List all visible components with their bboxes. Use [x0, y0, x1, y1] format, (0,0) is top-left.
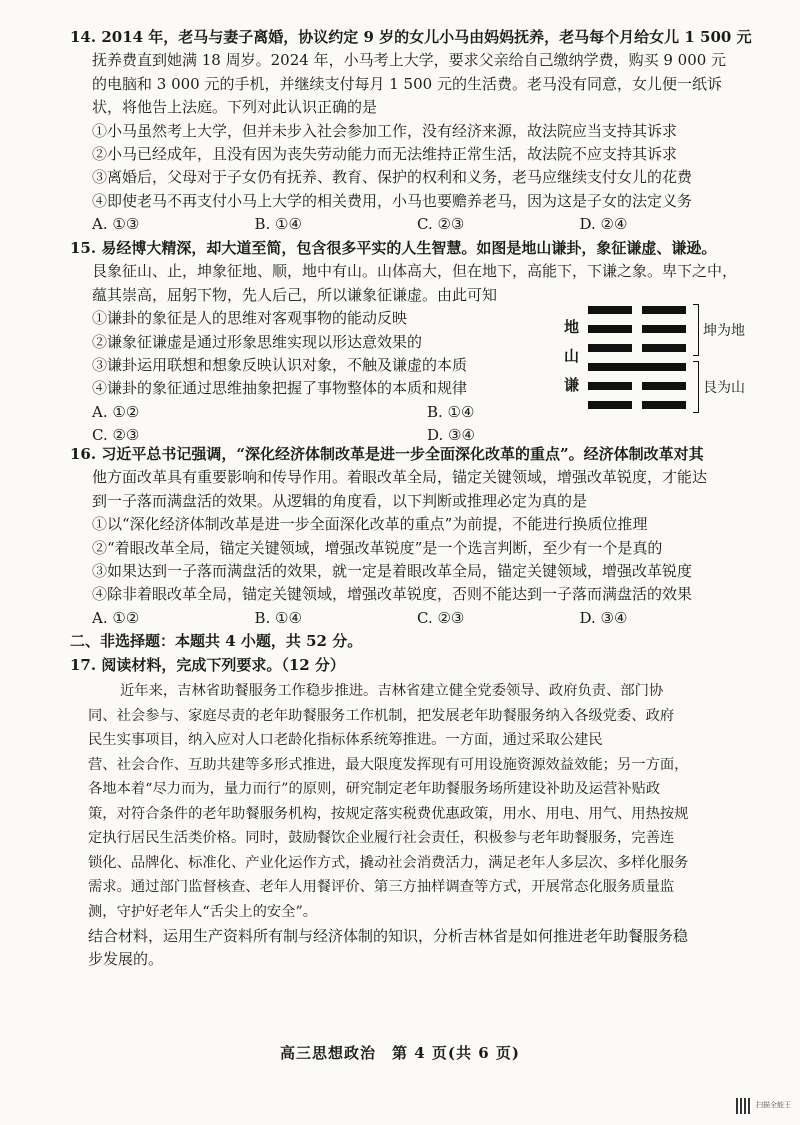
q17-material: [88, 679, 748, 924]
q15-option-a[interactable]: A. ①②: [92, 402, 140, 421]
q15-line-2: 艮象征山、止，坤象征地、顺，地中有山。山体高大，但在地下，高能下，下谦之象。卑下之中，: [92, 262, 738, 281]
scanner-watermark: 扫描全能王: [756, 1101, 791, 1109]
q14-option-a[interactable]: A. ①③: [92, 215, 140, 234]
lower-trigram-bracket: [693, 361, 699, 413]
q14-statement-4: ④即使老马不再支付小马上大学的相关费用，小马也要赡养老马，因为这是子女的法定义务: [92, 191, 693, 210]
yin-line-1-right: [642, 306, 686, 314]
material-line-5: 各地本着“尽力而为，量力而行”的原则，研究制定老年助餐服务场所建设补助及运营补贴政: [88, 781, 661, 797]
q16-option-a[interactable]: A. ①②: [92, 608, 140, 627]
yin-line-5-left: [588, 382, 632, 390]
q15-line-1: 15. 易经博大精深，却大道至简，包含很多平实的人生智慧。如图是地山谦卦，象征谦虚、谦逊。: [70, 239, 717, 257]
q16-statement-2: ②“着眼改革全局，锚定关键领域，增强改革锐度”是一个选言判断，至少有一个是真的: [92, 538, 663, 557]
hexagram-char-modesty: 谦: [564, 376, 580, 394]
material-line-6: 策，对符合条件的老年助餐服务机构，按规定落实税费优惠政策，用水、用电、用气、用热按规: [88, 805, 689, 822]
q17-task: [88, 925, 760, 972]
material-line-10: 测，守护好老年人“舌尖上的安全”。: [88, 903, 318, 920]
q14-statement-3: ③离婚后，父母对于子女仍有抚养、教育、保护的权利和义务，老马应继续支付女儿的花费: [92, 168, 693, 187]
lower-trigram-label: 艮为山: [703, 380, 745, 396]
q14-line-1: 14. 2014 年，老马与妻子离婚，协议约定 9 岁的女儿小马由妈妈抚养，老马每个月给女儿 1 500 元: [70, 28, 752, 46]
yin-line-6-right: [642, 401, 686, 409]
q14-statement-1: ①小马虽然考上大学，但并未步入社会参加工作，没有经济来源，故法院应当支持其诉求: [92, 121, 678, 140]
question-16: [70, 443, 742, 630]
q16-statement-4: ④除非着眼改革全局，锚定关键领域，增强改革锐度，否则不能达到一子落而满盘活的效果: [92, 585, 693, 604]
yin-line-2-right: [642, 325, 686, 333]
yang-line-4: [588, 363, 686, 371]
q14-options: [70, 213, 742, 236]
scanner-qr-icon: [736, 1098, 752, 1114]
section-2-heading: [70, 630, 742, 653]
q14-option-b[interactable]: B. ①④: [254, 215, 302, 234]
upper-trigram-bracket: [693, 304, 699, 356]
material-line-7: 定执行居民生活类价格。同时，鼓励餐饮企业履行社会责任，积极参与老年助餐服务，完善连: [88, 830, 675, 846]
q15-option-b[interactable]: B. ①④: [427, 402, 475, 421]
q17-stem: 17. 阅读材料，完成下列要求。（12 分）: [70, 656, 345, 674]
q14-line-4: 状，将他告上法庭。下列对此认识正确的是: [92, 98, 378, 117]
material-line-3: 民生实事项目，纳入应对人口老龄化指标体系统筹推进。一方面，通过采取公建民: [88, 732, 603, 748]
yin-line-3-left: [588, 344, 632, 352]
q15-statement-3: ③谦卦运用联想和想象反映认识对象，不触及谦虚的本质: [92, 355, 468, 374]
q15-line-3: 蕴其崇高，屈躬下物，先人后己，所以谦象征谦虚。由此可知: [92, 285, 498, 304]
question-14: [70, 26, 752, 237]
q15-statement-1: ①谦卦的象征是人的思维对客观事物的能动反映: [92, 309, 408, 328]
q16-statement-3: ③如果达到一子落而满盘活的效果，就一定是着眼改革全局，锚定关键领域，增强改革锐度: [92, 561, 693, 580]
material-line-8: 锁化、品牌化、标准化、产业化运作方式，撬动社会消费活力，满足老年人多层次、多样化服务: [88, 854, 689, 871]
material-line-9: 需求。通过部门监督核查、老年人用餐评价、第三方抽样调查等方式，开展常态化服务质量监: [88, 879, 675, 895]
material-line-4: 营、社会合作、互助共建等多形式推进，最大限度发挥现有可用设施资源效益效能；另一方面，: [88, 756, 689, 773]
q16-option-c[interactable]: C. ②③: [417, 608, 465, 627]
section-2-title: 二、非选择题：本题共 4 小题，共 52 分。: [70, 632, 363, 650]
q14-line-2: 抚养费直到她满 18 周岁。2024 年，小马考上大学，要求父亲给自己缴纳学费，购买 9 000 元: [92, 51, 727, 70]
q15-statement-2: ②谦象征谦虚是通过形象思维实现以形达意效果的: [92, 332, 423, 351]
q16-line-1: 16. 习近平总书记强调，“深化经济体制改革是进一步全面深化改革的重点”。经济体制改革对其: [70, 445, 704, 463]
yin-line-5-right: [642, 382, 686, 390]
q16-option-d[interactable]: D. ③④: [579, 608, 628, 627]
q15-statement-4: ④谦卦的象征通过思维抽象把握了事物整体的本质和规律: [92, 379, 468, 398]
q14-statement-2: ②小马已经成年，且没有因为丧失劳动能力而无法维持正常生活，故法院不应支持其诉求: [92, 144, 678, 163]
yin-line-3-right: [642, 344, 686, 352]
task-line-2: 步发展的。: [88, 950, 164, 969]
page-footer: 高三思想政治 第 4 页(共 6 页): [280, 1044, 520, 1062]
upper-trigram-label: 坤为地: [703, 323, 745, 339]
q15-option-c[interactable]: C. ②③: [92, 426, 140, 445]
q16-line-2: 他方面改革具有重要影响和传导作用。着眼改革全局，锚定关键领域，增强改革锐度，才能达: [92, 468, 708, 487]
q14-option-c[interactable]: C. ②③: [417, 215, 465, 234]
yin-line-2-left: [588, 325, 632, 333]
q14-option-d[interactable]: D. ②④: [579, 215, 628, 234]
q16-option-b[interactable]: B. ①④: [254, 608, 302, 627]
q14-line-3: 的电脑和 3 000 元的手机，并继续支付每月 1 500 元的生活费。老马没有同意，女儿便一纸诉: [92, 74, 722, 93]
q16-options: [70, 607, 742, 630]
yin-line-1-left: [588, 306, 632, 314]
material-line-1: 近年来，吉林省助餐服务工作稳步推进。吉林省建立健全党委领导、政府负责、部门协: [120, 683, 664, 699]
yin-line-6-left: [588, 401, 632, 409]
hexagram-char-mountain: 山: [564, 347, 580, 365]
q16-statement-1: ①以“深化经济体制改革是进一步全面深化改革的重点”为前提，不能进行换质位推理: [92, 515, 648, 534]
task-line-1: 结合材料，运用生产资料所有制与经济体制的知识，分析吉林省是如何推进老年助餐服务稳: [88, 927, 689, 945]
question-17: [70, 654, 742, 677]
qian-hexagram-diagram: [560, 296, 760, 416]
q15-option-d[interactable]: D. ③④: [427, 426, 475, 445]
q16-line-3: 到一子落而满盘活的效果。从逻辑的角度看，以下判断或推理必定为真的是: [92, 491, 588, 510]
material-line-2: 同、社会参与、家庭尽责的老年助餐服务工作机制，把发展老年助餐服务纳入各级党委、政府: [88, 707, 675, 724]
hexagram-char-earth: 地: [564, 318, 580, 336]
